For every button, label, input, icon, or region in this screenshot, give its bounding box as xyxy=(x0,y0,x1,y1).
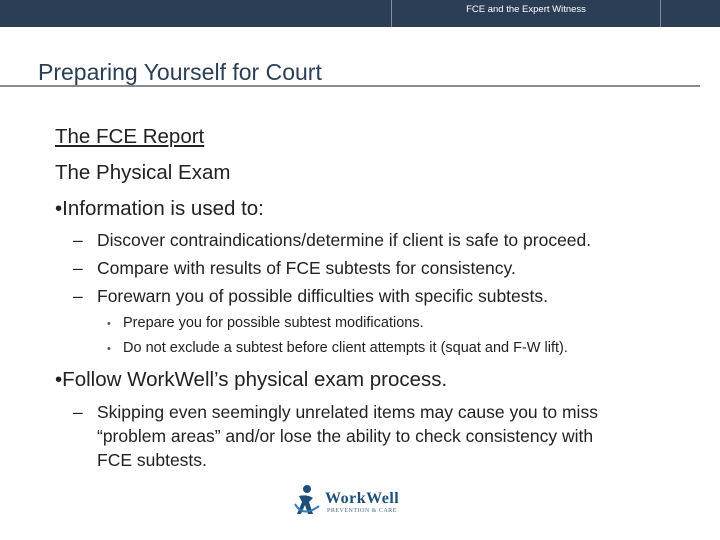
bullet-follow-process: •Follow WorkWell’s physical exam process. xyxy=(55,368,448,391)
header-bar xyxy=(0,0,720,27)
slide-title: Preparing Yourself for Court xyxy=(38,59,322,85)
sub-sub-bullet-prepare: Prepare you for possible subtest modifications. xyxy=(123,315,424,331)
sub-bullet-compare: Compare with results of FCE subtests for consistency. xyxy=(97,258,516,278)
header-title: FCE and the Expert Witness xyxy=(466,4,586,15)
header-divider xyxy=(660,0,661,27)
title-underline xyxy=(0,85,700,87)
logo-tagline: PREVENTION & CARE xyxy=(327,508,397,514)
dash-marker: – xyxy=(73,230,83,250)
dash-marker: – xyxy=(73,402,83,422)
sub-bullet-forewarn: Forewarn you of possible difficulties with specific subtests. xyxy=(97,286,548,306)
figure-icon xyxy=(293,484,323,518)
dash-marker: – xyxy=(73,286,83,306)
workwell-logo xyxy=(293,484,423,520)
sub-bullet-skipping-2: “problem areas” and/or lose the ability to check consistency with xyxy=(97,426,594,446)
sub-sub-bullet-exclude: Do not exclude a subtest before client attempts it (squat and F-W lift). xyxy=(123,340,568,356)
sub-bullet-skipping-3: FCE subtests. xyxy=(97,450,207,470)
logo-wordmark: WorkWell xyxy=(325,490,400,507)
dot-marker: • xyxy=(107,318,111,330)
dot-marker: • xyxy=(107,343,111,355)
line-physical-exam: The Physical Exam xyxy=(55,161,231,184)
sub-bullet-discover: Discover contraindications/determine if client is safe to proceed. xyxy=(97,230,592,250)
bullet-information: •Information is used to: xyxy=(55,197,264,220)
line-fce-report: The FCE Report xyxy=(55,125,205,148)
dash-marker: – xyxy=(73,258,83,278)
sub-bullet-skipping-1: Skipping even seemingly unrelated items may cause you to miss xyxy=(97,402,598,422)
